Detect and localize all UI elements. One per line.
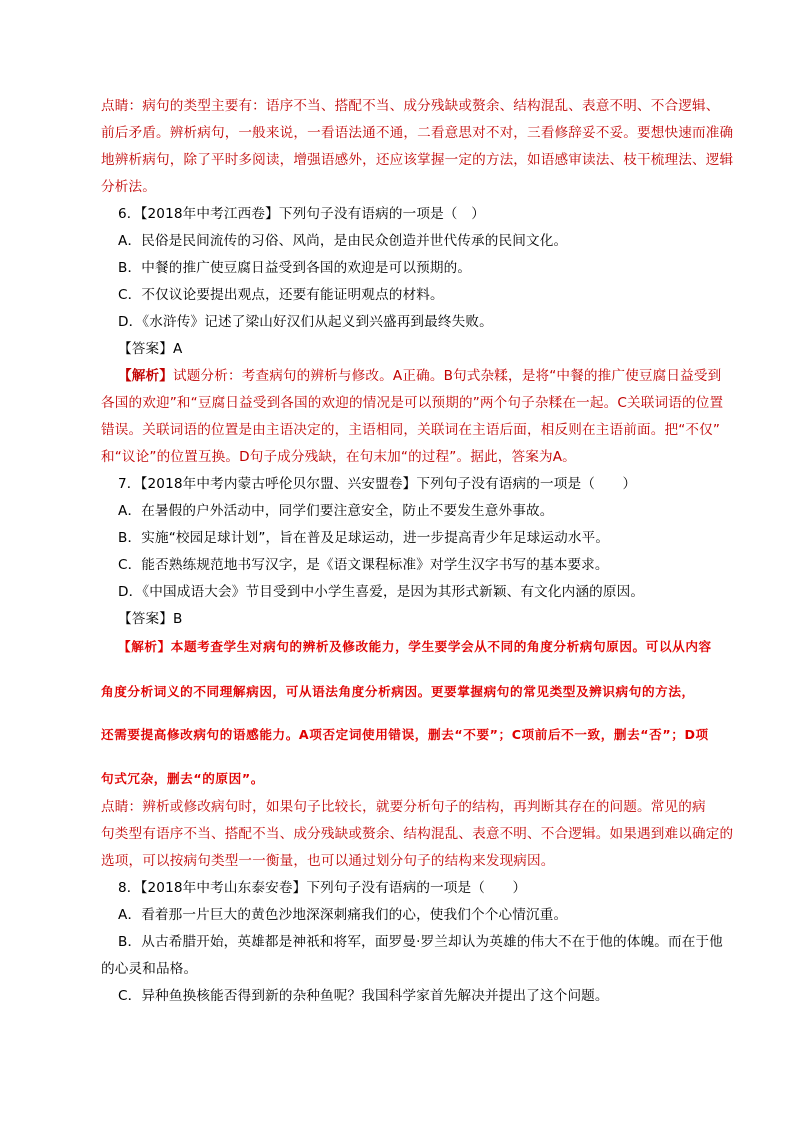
question-7-analysis-line-4: 句式冗杂，删去“的原因”。 (101, 771, 264, 786)
note-line-1: 点睛：病句的类型主要有：语序不当、搭配不当、成分残缺或赘余、结构混乱、表意不明、不合逻辑、 (101, 98, 720, 114)
question-8-option-b-cont: 的心灵和品格。 (101, 961, 198, 977)
question-7-option-b: B．实施“校园足球计划”，旨在普及足球运动，进一步提高青少年足球运动水平。 (118, 530, 610, 546)
question-6-analysis-line-1 (118, 366, 721, 386)
question-8-stem: 8．【2018年中考山东泰安卷】下列句子没有语病的一项是（ ） (118, 880, 527, 896)
question-7-analysis-line-3: 还需要提高修改病句的语感能力。A项否定词使用错误，删去“不要”；C项前后不一致，删去“否”；D项 (101, 727, 709, 742)
question-6-answer: 【答案】A (118, 341, 183, 357)
question-7-option-a: A．在暑假的户外活动中，同学们要注意安全，防止不要发生意外事故。 (118, 503, 554, 519)
question-8-option-a: A．看着那一片巨大的黄色沙地深深刺痛我们的心，使我们个个心情沉重。 (118, 907, 568, 923)
question-7-option-d: D．《中国成语大会》节目受到中小学生喜爱，是因为其形式新颖、有文化内涵的原因。 (118, 584, 645, 600)
analysis-tag: 【解析】 (118, 368, 173, 384)
question-8-option-c: C．异种鱼换核能否得到新的杂种鱼呢？我国科学家首先解决并提出了这个问题。 (118, 988, 609, 1004)
question-7-analysis-line-1: 【解析】本题考查学生对病句的辨析及修改能力，学生要学会从不同的角度分析病句原因。可以从内容 (118, 639, 712, 654)
question-7-note-line-1: 点睛：辨析或修改病句时，如果句子比较长，就要分析句子的结构，再判断其存在的问题。常见的病 (101, 799, 706, 815)
note-line-2: 前后矛盾。辨析病句，一般来说，一看语法通不通，二看意思对不对，三看修辞妥不妥。要想快速而准确 (101, 125, 734, 141)
question-7-option-c: C．能否熟练规范地书写汉字，是《语文课程标准》对学生汉字书写的基本要求。 (118, 557, 609, 573)
note-line-4: 分析法。 (101, 179, 156, 195)
question-6-analysis-line-3: 错误。关联词语的位置是由主语决定的，主语相同，关联词在主语后面，相反则在主语前面。把“不仅” (101, 422, 721, 438)
note-line-3: 地辨析病句，除了平时多阅读，增强语感外，还应该掌握一定的方法，如语感审读法、枝干梳理法、逻辑 (101, 152, 734, 168)
question-8-option-b: B．从古希腊开始，英雄都是神祇和将军，面罗曼·罗兰却认为英雄的伟大不在于他的体魄。而在于他 (118, 934, 723, 950)
question-7-analysis-line-2: 角度分析词义的不同理解病因，可从语法角度分析病因。更要掌握病句的常见类型及辨识病句的方法， (101, 684, 695, 699)
question-6-analysis-line-4: 和“议论”的位置互换。D句子成分残缺，在句末加“的过程”。据此，答案为A。 (101, 449, 576, 465)
analysis-text: 试题分析：考查病句的辨析与修改。A正确。B句式杂糅，是将“中餐的推广使豆腐日益受到 (172, 368, 722, 384)
question-6-option-d: D．《水浒传》记述了梁山好汉们从起义到兴盛再到最终失败。 (118, 314, 493, 330)
question-6-stem: 6．【2018年中考江西卷】下列句子没有语病的一项是（ ） (118, 206, 486, 222)
question-7-note-line-3: 选项，可以按病句类型一一衡量，也可以通过划分句子的结构来发现病因。 (101, 853, 555, 869)
question-6-option-c: C．不仅议论要提出观点，还要有能证明观点的材料。 (118, 287, 444, 303)
question-7-note-line-2: 句类型有语序不当、搭配不当、成分残缺或赘余、结构混乱、表意不明、不合逻辑。如果遇到难以确定的 (101, 826, 734, 842)
question-7-stem: 7．【2018年中考内蒙古呼伦贝尔盟、兴安盟卷】下列句子没有语病的一项是（ ） (118, 476, 637, 492)
question-7-answer: 【答案】B (118, 611, 183, 627)
question-6-option-b: B．中餐的推广使豆腐日益受到各国的欢迎是可以预期的。 (118, 260, 472, 276)
question-6-option-a: A．民俗是民间流传的习俗、风尚，是由民众创造并世代传承的民间文化。 (118, 233, 568, 249)
question-6-analysis-line-2: 各国的欢迎”和“豆腐日益受到各国的欢迎的情况是可以预期的”两个句子杂糅在一起。C关联词语的位置 (101, 395, 724, 411)
